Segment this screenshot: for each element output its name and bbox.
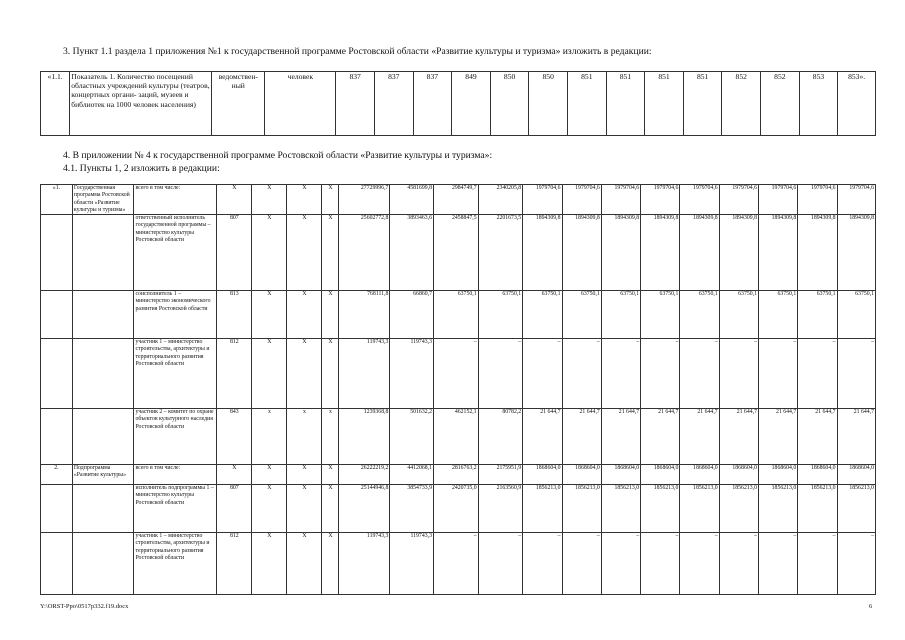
table-row <box>41 72 876 136</box>
table-cell: человек <box>265 72 336 136</box>
table-cell: 1894309,8 <box>641 215 680 291</box>
table-cell: 119743,3 <box>390 339 434 409</box>
table-cell: x <box>252 409 287 465</box>
table-cell: 1868604,0 <box>798 465 837 485</box>
table-cell: 21 644,7 <box>641 409 680 465</box>
table-cell: 1856213,0 <box>837 485 875 533</box>
table-cell: 2984749,7 <box>433 185 478 215</box>
table-cell: соисполнитель 1 – министерство экономического развития Ростовской области <box>134 291 217 339</box>
table-cell <box>41 409 73 465</box>
table-cell: – <box>478 339 523 409</box>
table-cell: X <box>322 485 339 533</box>
table-cell: 843 <box>217 409 252 465</box>
table-cell: 850 <box>490 72 529 136</box>
table-cell: 25144946,8 <box>339 485 390 533</box>
table-cell: X <box>287 533 322 595</box>
table-cell: X <box>322 185 339 215</box>
table-cell: 1856213,0 <box>798 485 837 533</box>
table-cell: 63750,1 <box>641 291 680 339</box>
table-cell: 2201673,5 <box>478 215 523 291</box>
table-cell: 812 <box>217 533 252 595</box>
table-cell: – <box>837 339 875 409</box>
table-cell: X <box>322 291 339 339</box>
table-cell: X <box>252 215 287 291</box>
table-cell: 63750,1 <box>601 291 640 339</box>
table-cell: 1979704,6 <box>837 185 875 215</box>
heading-item4: 4. В приложении № 4 к государственной программе Ростовской области «Развитие культуры и туризма»: <box>63 150 493 161</box>
table-cell: X <box>252 465 287 485</box>
page-number: 6 <box>869 603 873 610</box>
table-cell: 3893463,6 <box>390 215 434 291</box>
table-cell: участник 1 – министерство строительства, архитектуры и территориального развития Ростовской области <box>134 533 217 595</box>
table-cell: 63750,1 <box>523 291 562 339</box>
table-cell: 2. <box>41 465 73 485</box>
table-cell: 21 644,7 <box>719 409 758 465</box>
table-cell: 21 644,7 <box>837 409 875 465</box>
table-cell <box>41 485 73 533</box>
footer-file-path: Y:\ORST-Ppo\0517p332.f19.docx <box>40 603 129 610</box>
table-cell: X <box>252 533 287 595</box>
table-cell: участник 1 – министерство строительства, архитектуры и территориального развития Ростовской области <box>134 339 217 409</box>
table-cell: X <box>287 339 322 409</box>
table-cell: 2458847,5 <box>433 215 478 291</box>
table-cell: 26222219,2 <box>339 465 390 485</box>
table-cell: 851 <box>568 72 607 136</box>
table-cell: 1868604,0 <box>601 465 640 485</box>
table-cell: всего в том числе: <box>134 185 217 215</box>
table-cell: 1894309,8 <box>758 215 797 291</box>
table-cell: 851 <box>645 72 684 136</box>
table-cell: 852 <box>761 72 800 136</box>
table-cell: 1856213,0 <box>719 485 758 533</box>
table-cell: – <box>433 533 478 595</box>
table-cell: 1868604,0 <box>837 465 875 485</box>
table-cell: 1856213,0 <box>641 485 680 533</box>
table-cell: 1894309,8 <box>837 215 875 291</box>
table-cell: – <box>719 533 758 595</box>
table-cell: X <box>322 533 339 595</box>
table-cell: 462152,1 <box>433 409 478 465</box>
table-cell: – <box>601 533 640 595</box>
table-cell: 812 <box>217 339 252 409</box>
table-cell: – <box>478 533 523 595</box>
table-cell: 119743,3 <box>339 533 390 595</box>
table-cell: X <box>217 185 252 215</box>
table-cell: 63750,1 <box>758 291 797 339</box>
table-cell: 1979704,6 <box>798 185 837 215</box>
table-cell: X <box>217 465 252 485</box>
table-cell: 1894309,8 <box>798 215 837 291</box>
table-cell: 119743,3 <box>390 533 434 595</box>
table-cell: 21 644,7 <box>758 409 797 465</box>
table-cell: – <box>641 339 680 409</box>
table-cell: – <box>562 339 601 409</box>
table-cell: «1.1. <box>41 72 70 136</box>
table-cell: 1979704,6 <box>601 185 640 215</box>
table-cell <box>72 533 134 595</box>
table-cell: 853». <box>838 72 876 136</box>
table-cell: 1856213,0 <box>601 485 640 533</box>
table-cell: 837 <box>413 72 452 136</box>
table-cell: 837 <box>336 72 375 136</box>
table-cell: 1979704,6 <box>719 185 758 215</box>
table-cell: 21 644,7 <box>601 409 640 465</box>
table-cell <box>41 291 73 339</box>
table-cell: 1868604,0 <box>523 465 562 485</box>
table-cell: 837 <box>374 72 413 136</box>
table-cell: – <box>433 339 478 409</box>
indicator-table <box>40 71 876 136</box>
table-cell: 1979704,6 <box>680 185 719 215</box>
table-cell: 63750,1 <box>478 291 523 339</box>
table-cell: – <box>523 533 562 595</box>
table-cell: исполнитель подпрограммы 1 – министерство культуры Ростовской области <box>134 485 217 533</box>
table-cell: – <box>523 339 562 409</box>
table-cell: X <box>287 215 322 291</box>
table-cell: 63750,1 <box>680 291 719 339</box>
table-cell: 4581699,8 <box>390 185 434 215</box>
table-cell: – <box>798 339 837 409</box>
table-cell: 1979704,6 <box>641 185 680 215</box>
table-cell: 66860,7 <box>390 291 434 339</box>
table-cell: X <box>322 215 339 291</box>
table-row <box>41 291 876 339</box>
table-cell: – <box>719 339 758 409</box>
table-cell: 21 644,7 <box>680 409 719 465</box>
table-cell: X <box>252 485 287 533</box>
table-cell: ответственный исполнитель государственной программы – министерство культуры Ростовской области <box>134 215 217 291</box>
table-cell: 1979704,6 <box>758 185 797 215</box>
table-cell <box>41 215 73 291</box>
table-cell: 1979704,6 <box>562 185 601 215</box>
table-row <box>41 185 876 215</box>
table-cell: – <box>680 533 719 595</box>
table-cell: 1894309,8 <box>562 215 601 291</box>
table-cell: X <box>322 339 339 409</box>
table-cell: 768111,8 <box>339 291 390 339</box>
table-cell: 853 <box>799 72 838 136</box>
table-row <box>41 215 876 291</box>
table-cell: Показатель 1. Количество посещений областных учреждений культуры (театров, концертных органи- заций, музеев и библиотек на 1000 человек населения) <box>70 72 212 136</box>
table-cell: X <box>322 465 339 485</box>
table-cell: – <box>562 533 601 595</box>
table-cell: 63750,1 <box>798 291 837 339</box>
table-cell: 1979704,6 <box>523 185 562 215</box>
table-cell: X <box>252 185 287 215</box>
table-cell: X <box>252 339 287 409</box>
table-cell: 119743,3 <box>339 339 390 409</box>
table-cell: 1868604,0 <box>641 465 680 485</box>
table-cell: X <box>287 291 322 339</box>
table-cell: 1894309,8 <box>719 215 758 291</box>
table-cell: 1868604,0 <box>758 465 797 485</box>
table-cell: 2340205,8 <box>478 185 523 215</box>
table-cell: 3854733,9 <box>390 485 434 533</box>
table-cell: 1894309,8 <box>523 215 562 291</box>
table-cell: 4412068,1 <box>390 465 434 485</box>
table-cell: 2175951,9 <box>478 465 523 485</box>
table-cell: – <box>837 533 875 595</box>
table-cell: Подпрограмма «Развитие культуры» <box>72 465 134 485</box>
table-cell: ведомствен- ный <box>212 72 265 136</box>
table-cell: 63750,1 <box>719 291 758 339</box>
table-cell: – <box>680 339 719 409</box>
table-cell: 501632,2 <box>390 409 434 465</box>
table-cell: X <box>287 465 322 485</box>
table-row <box>41 409 876 465</box>
table-cell: 21 644,7 <box>562 409 601 465</box>
table-cell <box>41 339 73 409</box>
table-row <box>41 533 876 595</box>
table-cell <box>72 339 134 409</box>
table-cell: 849 <box>452 72 491 136</box>
table-cell: 2816763,2 <box>433 465 478 485</box>
table-cell: x <box>287 409 322 465</box>
table-row <box>41 485 876 533</box>
table-cell <box>72 215 134 291</box>
table-cell: 1856213,0 <box>758 485 797 533</box>
table-cell: 2420735,0 <box>433 485 478 533</box>
table-cell: «1. <box>41 185 73 215</box>
table-cell: 25602772,8 <box>339 215 390 291</box>
table-cell: – <box>601 339 640 409</box>
table-cell: 851 <box>606 72 645 136</box>
table-cell: – <box>758 533 797 595</box>
table-cell: всего в том числе: <box>134 465 217 485</box>
table-cell: X <box>287 485 322 533</box>
table-row <box>41 339 876 409</box>
table-cell: – <box>798 533 837 595</box>
table-cell: X <box>287 185 322 215</box>
table-cell: 1856213,0 <box>562 485 601 533</box>
table-cell: 21 644,7 <box>523 409 562 465</box>
table-cell: X <box>252 291 287 339</box>
heading-item3: 3. Пункт 1.1 раздела 1 приложения №1 к государственной программе Ростовской области «Развитие культуры и туризма» изложить в редакции: <box>63 46 652 57</box>
table-cell: участник 2 – комитет по охране объектов культурного наследия Ростовской области <box>134 409 217 465</box>
table-cell: 1868604,0 <box>680 465 719 485</box>
table-cell: – <box>758 339 797 409</box>
table-cell: 852 <box>722 72 761 136</box>
table-cell: – <box>641 533 680 595</box>
table-cell <box>72 409 134 465</box>
funding-table <box>40 184 876 595</box>
table-cell: Государственная программа Ростовской области «Развитие культуры и туризма» <box>72 185 134 215</box>
table-cell <box>72 291 134 339</box>
table-cell: 807 <box>217 215 252 291</box>
table-cell: 1868604,0 <box>719 465 758 485</box>
table-cell <box>72 485 134 533</box>
table-cell: 1856213,0 <box>523 485 562 533</box>
table-cell: 850 <box>529 72 568 136</box>
table-cell: 807 <box>217 485 252 533</box>
table-cell: 813 <box>217 291 252 339</box>
table-cell: 80782,2 <box>478 409 523 465</box>
table-cell: 851 <box>683 72 722 136</box>
table-cell: 1894309,8 <box>601 215 640 291</box>
table-cell <box>41 533 73 595</box>
table-cell: 63750,1 <box>837 291 875 339</box>
table-row <box>41 465 876 485</box>
table-cell: 1894309,8 <box>680 215 719 291</box>
table-cell: 1239368,8 <box>339 409 390 465</box>
table-cell: 27729996,7 <box>339 185 390 215</box>
table-cell: 63750,1 <box>562 291 601 339</box>
table-cell: x <box>322 409 339 465</box>
table-cell: 63750,1 <box>433 291 478 339</box>
table-cell: 21 644,7 <box>798 409 837 465</box>
table-cell: 1856213,0 <box>680 485 719 533</box>
table-cell: 1868604,0 <box>562 465 601 485</box>
table-cell: 2163560,9 <box>478 485 523 533</box>
heading-item4-1: 4.1. Пункты 1, 2 изложить в редакции: <box>63 163 220 174</box>
